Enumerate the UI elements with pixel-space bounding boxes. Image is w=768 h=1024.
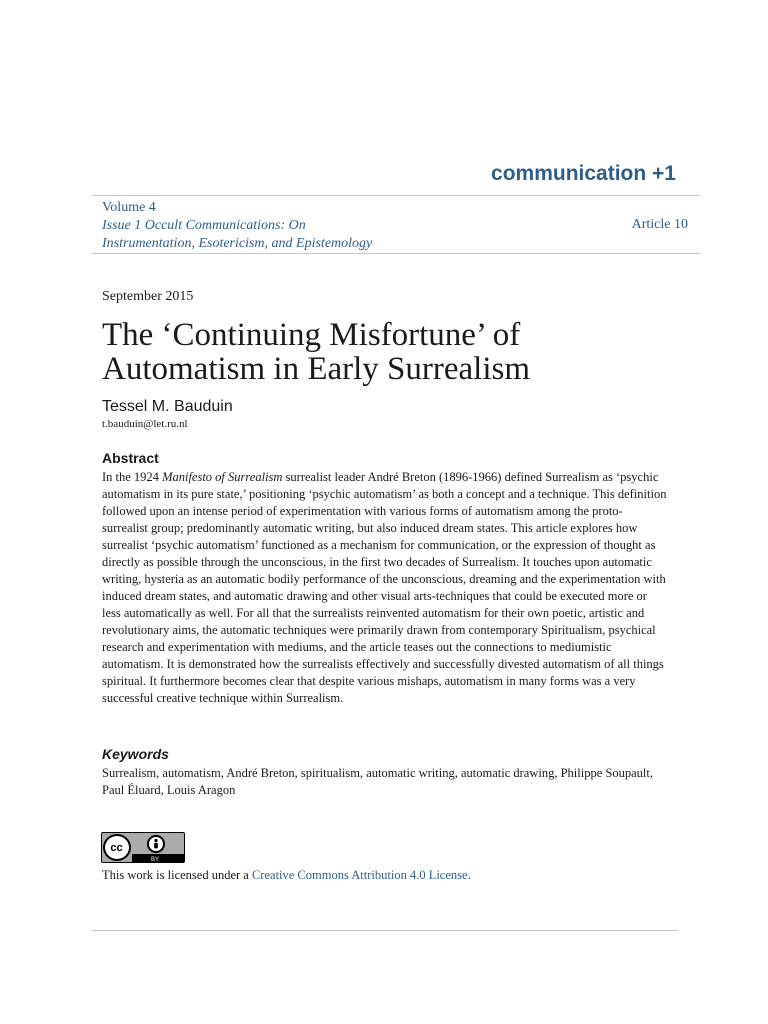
article-title-line-1: The ‘Continuing Misfortune’ of [102, 317, 521, 353]
keywords-heading: Keywords [102, 746, 169, 762]
author-email[interactable]: t.bauduin@let.ru.nl [102, 418, 188, 430]
license-link[interactable]: Creative Commons Attribution 4.0 License [251, 868, 468, 882]
footer-rule [92, 930, 678, 931]
abstract-text [102, 469, 668, 707]
abstract-rest: surrealist leader André Breton (1896-1966) defined Surrealism as ‘psychic automatism in its pure state,’ positioning ‘psychic automatism’ as both a concept and a technique. This definition followed upon an intense period of experimentation with various forms of automatism among the proto-surrealist group; predominantly automatic writing, but also induced dream states. This article explores how surrealist ‘psychic automatism’ functioned as a mechanism for communication, or the expression of thought as directly as possible through the unconscious, in the first two decades of Surrealism. It touches upon automatic writing, hysteria as an automatic bodily performance of the unconscious, dreaming and the experimentation with induced dream states, and automatic drawing and other visual arts-techniques that could be executed more or less automatically as well. For all that the surrealists reinvented automatism for their own poetic, artistic and revolutionary aims, the automatic techniques were primarily drawn from contemporary Spiritualism, psychical research and experimentation with mediums, and the article teases out the connections to mediumistic automatism. It is demonstrated how the surrealists effectively and successfully divested automatism of all things spiritual. It furthermore becomes clear that despite various mishaps, automatism in many forms was a very successful creative technique within Surrealism. [102, 470, 667, 705]
author-name: Tessel M. Bauduin [102, 398, 233, 415]
issue-title-line-2[interactable]: Instrumentation, Esotericism, and Epistemology [102, 236, 373, 251]
issue-info [102, 199, 372, 253]
abstract-prefix: In the 1924 [102, 470, 163, 484]
volume-link[interactable]: Volume 4 [102, 200, 156, 215]
article-title-line-2: Automatism in Early Surrealism [102, 351, 531, 387]
manifesto-title: Manifesto of Surrealism [162, 470, 283, 484]
license-suffix: . [467, 868, 471, 882]
license-prefix: This work is licensed under a [102, 868, 252, 882]
header-rule-top [92, 195, 700, 196]
cc-by-license-badge[interactable] [101, 832, 185, 863]
by-label: BY [151, 857, 160, 863]
header-rule-bottom [92, 253, 700, 254]
article-number-link[interactable]: Article 10 [631, 217, 688, 232]
journal-name[interactable]: communication +1 [491, 162, 676, 185]
article-title [102, 318, 662, 386]
publication-date: September 2015 [102, 289, 194, 304]
svg-text:cc: cc [110, 842, 123, 854]
cc-icon [103, 834, 131, 861]
issue-title-line-1[interactable]: Issue 1 Occult Communications: On [102, 218, 306, 233]
license-statement [102, 868, 471, 883]
keywords-text: Surrealism, automatism, André Breton, spiritualism, automatic writing, automatic drawing, Philippe Soupault, Paul Éluard, Louis Aragon [102, 766, 653, 797]
attribution-person-icon [147, 835, 165, 853]
abstract-heading: Abstract [102, 450, 159, 466]
